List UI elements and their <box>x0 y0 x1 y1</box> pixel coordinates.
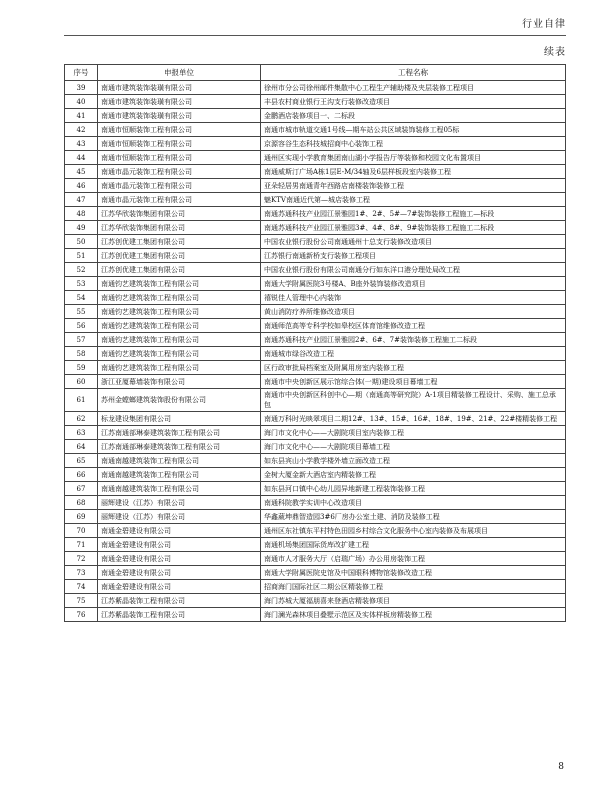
project-name-cell: 南通师范高等专科学校如皋校区体育馆维修改造工程 <box>261 319 566 333</box>
project-name-cell: 中国农业银行股份公司南通通州十总支行装修改造项目 <box>261 235 566 249</box>
applicant-unit-cell: 江苏紫晶装饰工程有限公司 <box>98 594 261 608</box>
project-name-cell: 南通市城市轨道交通1号线—期车站公共区域装饰装修工程05标 <box>261 123 566 137</box>
table-row <box>65 109 566 123</box>
table-row <box>65 594 566 608</box>
row-number-cell: 63 <box>65 426 98 440</box>
row-number-cell: 44 <box>65 151 98 165</box>
row-number-cell: 52 <box>65 263 98 277</box>
applicant-unit-cell: 南通金碧建设有限公司 <box>98 552 261 566</box>
project-name-cell: 江苏银行南通新桥支行装修工程项目 <box>261 249 566 263</box>
table-row <box>65 468 566 482</box>
row-number-cell: 69 <box>65 510 98 524</box>
table-row <box>65 277 566 291</box>
table-row <box>65 249 566 263</box>
row-number-cell: 48 <box>65 207 98 221</box>
table-row <box>65 291 566 305</box>
row-number-cell: 60 <box>65 375 98 389</box>
table-row <box>65 608 566 622</box>
row-number-cell: 58 <box>65 347 98 361</box>
project-name-cell: 通州区实现小学教育集团南山湖小学报告厅等装修和校园文化布置项目 <box>261 151 566 165</box>
row-number-cell: 62 <box>65 412 98 426</box>
row-number-cell: 75 <box>65 594 98 608</box>
header-divider <box>64 35 566 36</box>
project-name-cell: 南通苏通科技产业园江景雅园3#、4#、8#、9#装饰装修工程施工二标段 <box>261 221 566 235</box>
applicant-unit-cell: 南通金碧建设有限公司 <box>98 524 261 538</box>
table-row <box>65 412 566 426</box>
applicant-unit-cell: 南通市建筑装饰装璜有限公司 <box>98 109 261 123</box>
applicant-unit-cell: 南通市晶元装饰工程有限公司 <box>98 165 261 179</box>
applicant-unit-cell: 南通钧艺建筑装饰工程有限公司 <box>98 319 261 333</box>
table-row <box>65 347 566 361</box>
applicant-unit-cell: 江苏华欣装饰集团有限公司 <box>98 221 261 235</box>
row-number-cell: 51 <box>65 249 98 263</box>
project-name-cell: 南通万科时光映翠项目二期12#、13#、15#、16#、18#、19#、21#、22#楼精装修工程 <box>261 412 566 426</box>
table-row <box>65 165 566 179</box>
applicant-unit-cell: 南通市建筑装饰装璜有限公司 <box>98 95 261 109</box>
table-body <box>65 81 566 622</box>
project-name-cell: 海门市文化中心——大剧院项目室内装修工程 <box>261 426 566 440</box>
applicant-unit-cell: 江苏创优建工集团有限公司 <box>98 263 261 277</box>
table-row <box>65 482 566 496</box>
applicant-unit-cell: 标龙建设集团有限公司 <box>98 412 261 426</box>
table-row <box>65 81 566 95</box>
continued-label: 续表 <box>544 47 566 58</box>
applicant-unit-cell: 江苏华欣装饰集团有限公司 <box>98 207 261 221</box>
table-row <box>65 510 566 524</box>
project-name-cell: 如东县宾山小学教学楼外墙立面改造工程 <box>261 454 566 468</box>
applicant-unit-cell: 南通金碧建设有限公司 <box>98 566 261 580</box>
applicant-unit-cell: 南通钧艺建筑装饰工程有限公司 <box>98 277 261 291</box>
table-row <box>65 179 566 193</box>
column-header-project: 工程名称 <box>261 65 566 81</box>
row-number-cell: 54 <box>65 291 98 305</box>
project-name-cell: 南通机场集团国际货库改扩建工程 <box>261 538 566 552</box>
table-row <box>65 566 566 580</box>
applicant-unit-cell: 江苏创优建工集团有限公司 <box>98 249 261 263</box>
applicant-unit-cell: 苏州金螳螂建筑装饰股份有限公司 <box>98 389 261 412</box>
row-number-cell: 40 <box>65 95 98 109</box>
table-row <box>65 207 566 221</box>
applicant-unit-cell: 江苏南通部琳泰建筑装饰工程有限公司 <box>98 426 261 440</box>
project-name-cell: 南通市人才服务大厅（启瑞广场）办公用房装饰工程 <box>261 552 566 566</box>
table-row <box>65 319 566 333</box>
applicant-unit-cell: 南通市恒顺装饰工程有限公司 <box>98 137 261 151</box>
row-number-cell: 42 <box>65 123 98 137</box>
applicant-unit-cell: 江苏南通部琳泰建筑装饰工程有限公司 <box>98 440 261 454</box>
project-name-cell: 南通市中央创新区展示馆综合体(一期)建设项目幕墙工程 <box>261 375 566 389</box>
table-row <box>65 263 566 277</box>
row-number-cell: 55 <box>65 305 98 319</box>
project-name-cell: 南通苏通科技产业园江景雅园2#、6#、7#装饰装修工程施工二标段 <box>261 333 566 347</box>
row-number-cell: 65 <box>65 454 98 468</box>
table-row <box>65 235 566 249</box>
project-name-cell: 金树大厦金新大酒店室内精装修工程 <box>261 468 566 482</box>
table-row <box>65 221 566 235</box>
row-number-cell: 73 <box>65 566 98 580</box>
applicant-unit-cell: 丽辉建设（江苏）有限公司 <box>98 510 261 524</box>
row-number-cell: 67 <box>65 482 98 496</box>
applicant-unit-cell: 南通市恒顺装饰工程有限公司 <box>98 151 261 165</box>
applicant-unit-cell: 丽辉建设（江苏）有限公司 <box>98 496 261 510</box>
project-name-cell: 海门市文化中心——大剧院项目幕墙工程 <box>261 440 566 454</box>
table-row <box>65 333 566 347</box>
page-number: 8 <box>558 762 564 772</box>
project-name-cell: 华鑫葳坤鼎智造园3#6厂房办公室土建、消防及装修工程 <box>261 510 566 524</box>
table-row <box>65 389 566 412</box>
project-name-cell: 海门澜光森林项目叠墅示范区及实体样板房精装修工程 <box>261 608 566 622</box>
row-number-cell: 68 <box>65 496 98 510</box>
row-number-cell: 39 <box>65 81 98 95</box>
row-number-cell: 61 <box>65 389 98 412</box>
applicant-unit-cell: 南通市建筑装饰装璜有限公司 <box>98 81 261 95</box>
project-name-cell: 区行政审批局档案室及附属用房室内装修工程 <box>261 361 566 375</box>
table-row <box>65 305 566 319</box>
row-number-cell: 66 <box>65 468 98 482</box>
applicant-unit-cell: 南通钧艺建筑装饰工程有限公司 <box>98 333 261 347</box>
table-row <box>65 375 566 389</box>
applicant-unit-cell: 江苏创优建工集团有限公司 <box>98 235 261 249</box>
table-row <box>65 524 566 538</box>
applicant-unit-cell: 南通钧艺建筑装饰工程有限公司 <box>98 305 261 319</box>
table-row <box>65 552 566 566</box>
project-name-cell: 南通市中央创新区科创中心—期（南通高等研究院）A-1项目精装修工程设计、采购、施工总承包 <box>261 389 566 412</box>
project-name-cell: 徐州市分公司徐州邮件集散中心工程生产辅助楼及夹层装修工程项目 <box>261 81 566 95</box>
row-number-cell: 72 <box>65 552 98 566</box>
project-name-cell: 黄山消防疗养所维修改造项目 <box>261 305 566 319</box>
row-number-cell: 43 <box>65 137 98 151</box>
project-name-cell: 招商海门国际社区二期公区精装修工程 <box>261 580 566 594</box>
table-header-row <box>65 65 566 81</box>
project-name-cell: 通州区东社镇东平村特色田园乡村综合文化服务中心室内装修及布展项目 <box>261 524 566 538</box>
row-number-cell: 53 <box>65 277 98 291</box>
project-name-cell: 南通威斯汀广场A栋1层E-M/34轴及6层样板段室内装修工程 <box>261 165 566 179</box>
applicant-unit-cell: 南通钧艺建筑装饰工程有限公司 <box>98 291 261 305</box>
table-row <box>65 123 566 137</box>
table-row <box>65 580 566 594</box>
applicant-unit-cell: 南通市晶元装饰工程有限公司 <box>98 193 261 207</box>
project-name-cell: 金鹏酒店装修项目一、二标段 <box>261 109 566 123</box>
column-header-number: 序号 <box>65 65 98 81</box>
table-row <box>65 426 566 440</box>
project-name-cell: 亚朵轻居男南通青年西路店南楼装饰装修工程 <box>261 179 566 193</box>
applicant-unit-cell: 南通钧艺建筑装饰工程有限公司 <box>98 361 261 375</box>
row-number-cell: 49 <box>65 221 98 235</box>
table-row <box>65 137 566 151</box>
project-name-cell: 如东县河口镇中心幼儿园异地新建工程装饰装修工程 <box>261 482 566 496</box>
project-name-cell: 魅KTV南通近代第—城店装修工程 <box>261 193 566 207</box>
project-name-cell: 禧锐佳人管理中心内装饰 <box>261 291 566 305</box>
applicant-unit-cell: 南通市晶元装饰工程有限公司 <box>98 179 261 193</box>
table-row <box>65 151 566 165</box>
table-row <box>65 538 566 552</box>
project-name-cell: 南通城市绿谷改造工程 <box>261 347 566 361</box>
applicant-unit-cell: 南通金碧建设有限公司 <box>98 580 261 594</box>
row-number-cell: 59 <box>65 361 98 375</box>
applicant-unit-cell: 南通南越建筑装饰工程有限公司 <box>98 468 261 482</box>
project-name-cell: 南通大学附属医院3号楼A、B座外装饰装修改造项目 <box>261 277 566 291</box>
row-number-cell: 46 <box>65 179 98 193</box>
row-number-cell: 57 <box>65 333 98 347</box>
project-name-cell: 丰县农村商业银行王沟支行装修改造项目 <box>261 95 566 109</box>
project-name-cell: 中国农业银行股份有限公司南通分行如东洋口港分理处局改工程 <box>261 263 566 277</box>
row-number-cell: 47 <box>65 193 98 207</box>
row-number-cell: 70 <box>65 524 98 538</box>
table-row <box>65 496 566 510</box>
applicant-unit-cell: 南通钧艺建筑装饰工程有限公司 <box>98 347 261 361</box>
project-name-cell: 南通苏通科技产业园江景雅园1#、2#、5#—7#装饰装修工程施工—标段 <box>261 207 566 221</box>
row-number-cell: 64 <box>65 440 98 454</box>
applicant-unit-cell: 浙江亚厦幕墙装饰有限公司 <box>98 375 261 389</box>
table-row <box>65 454 566 468</box>
row-number-cell: 41 <box>65 109 98 123</box>
applicant-unit-cell: 南通金碧建设有限公司 <box>98 538 261 552</box>
row-number-cell: 50 <box>65 235 98 249</box>
project-name-cell: 京源容谷生态科技城招商中心装饰工程 <box>261 137 566 151</box>
applicant-unit-cell: 南通南越建筑装饰工程有限公司 <box>98 482 261 496</box>
applicant-unit-cell: 江苏紫晶装饰工程有限公司 <box>98 608 261 622</box>
table-row <box>65 193 566 207</box>
row-number-cell: 76 <box>65 608 98 622</box>
column-header-applicant: 申报单位 <box>98 65 261 81</box>
row-number-cell: 71 <box>65 538 98 552</box>
row-number-cell: 56 <box>65 319 98 333</box>
table-row <box>65 361 566 375</box>
project-name-cell: 南通大学附属医院史馆及中国眼科博物馆装修改造工程 <box>261 566 566 580</box>
project-name-cell: 南通科院教学实训中心改造项目 <box>261 496 566 510</box>
project-name-cell: 海门苏城大厦福朋喜来登酒店精装修项目 <box>261 594 566 608</box>
applicant-unit-cell: 南通南越建筑装饰工程有限公司 <box>98 454 261 468</box>
row-number-cell: 74 <box>65 580 98 594</box>
table-row <box>65 440 566 454</box>
section-title: 行业自律 <box>522 19 566 30</box>
row-number-cell: 45 <box>65 165 98 179</box>
project-table <box>64 64 566 622</box>
applicant-unit-cell: 南通市恒顺装饰工程有限公司 <box>98 123 261 137</box>
table-row <box>65 95 566 109</box>
